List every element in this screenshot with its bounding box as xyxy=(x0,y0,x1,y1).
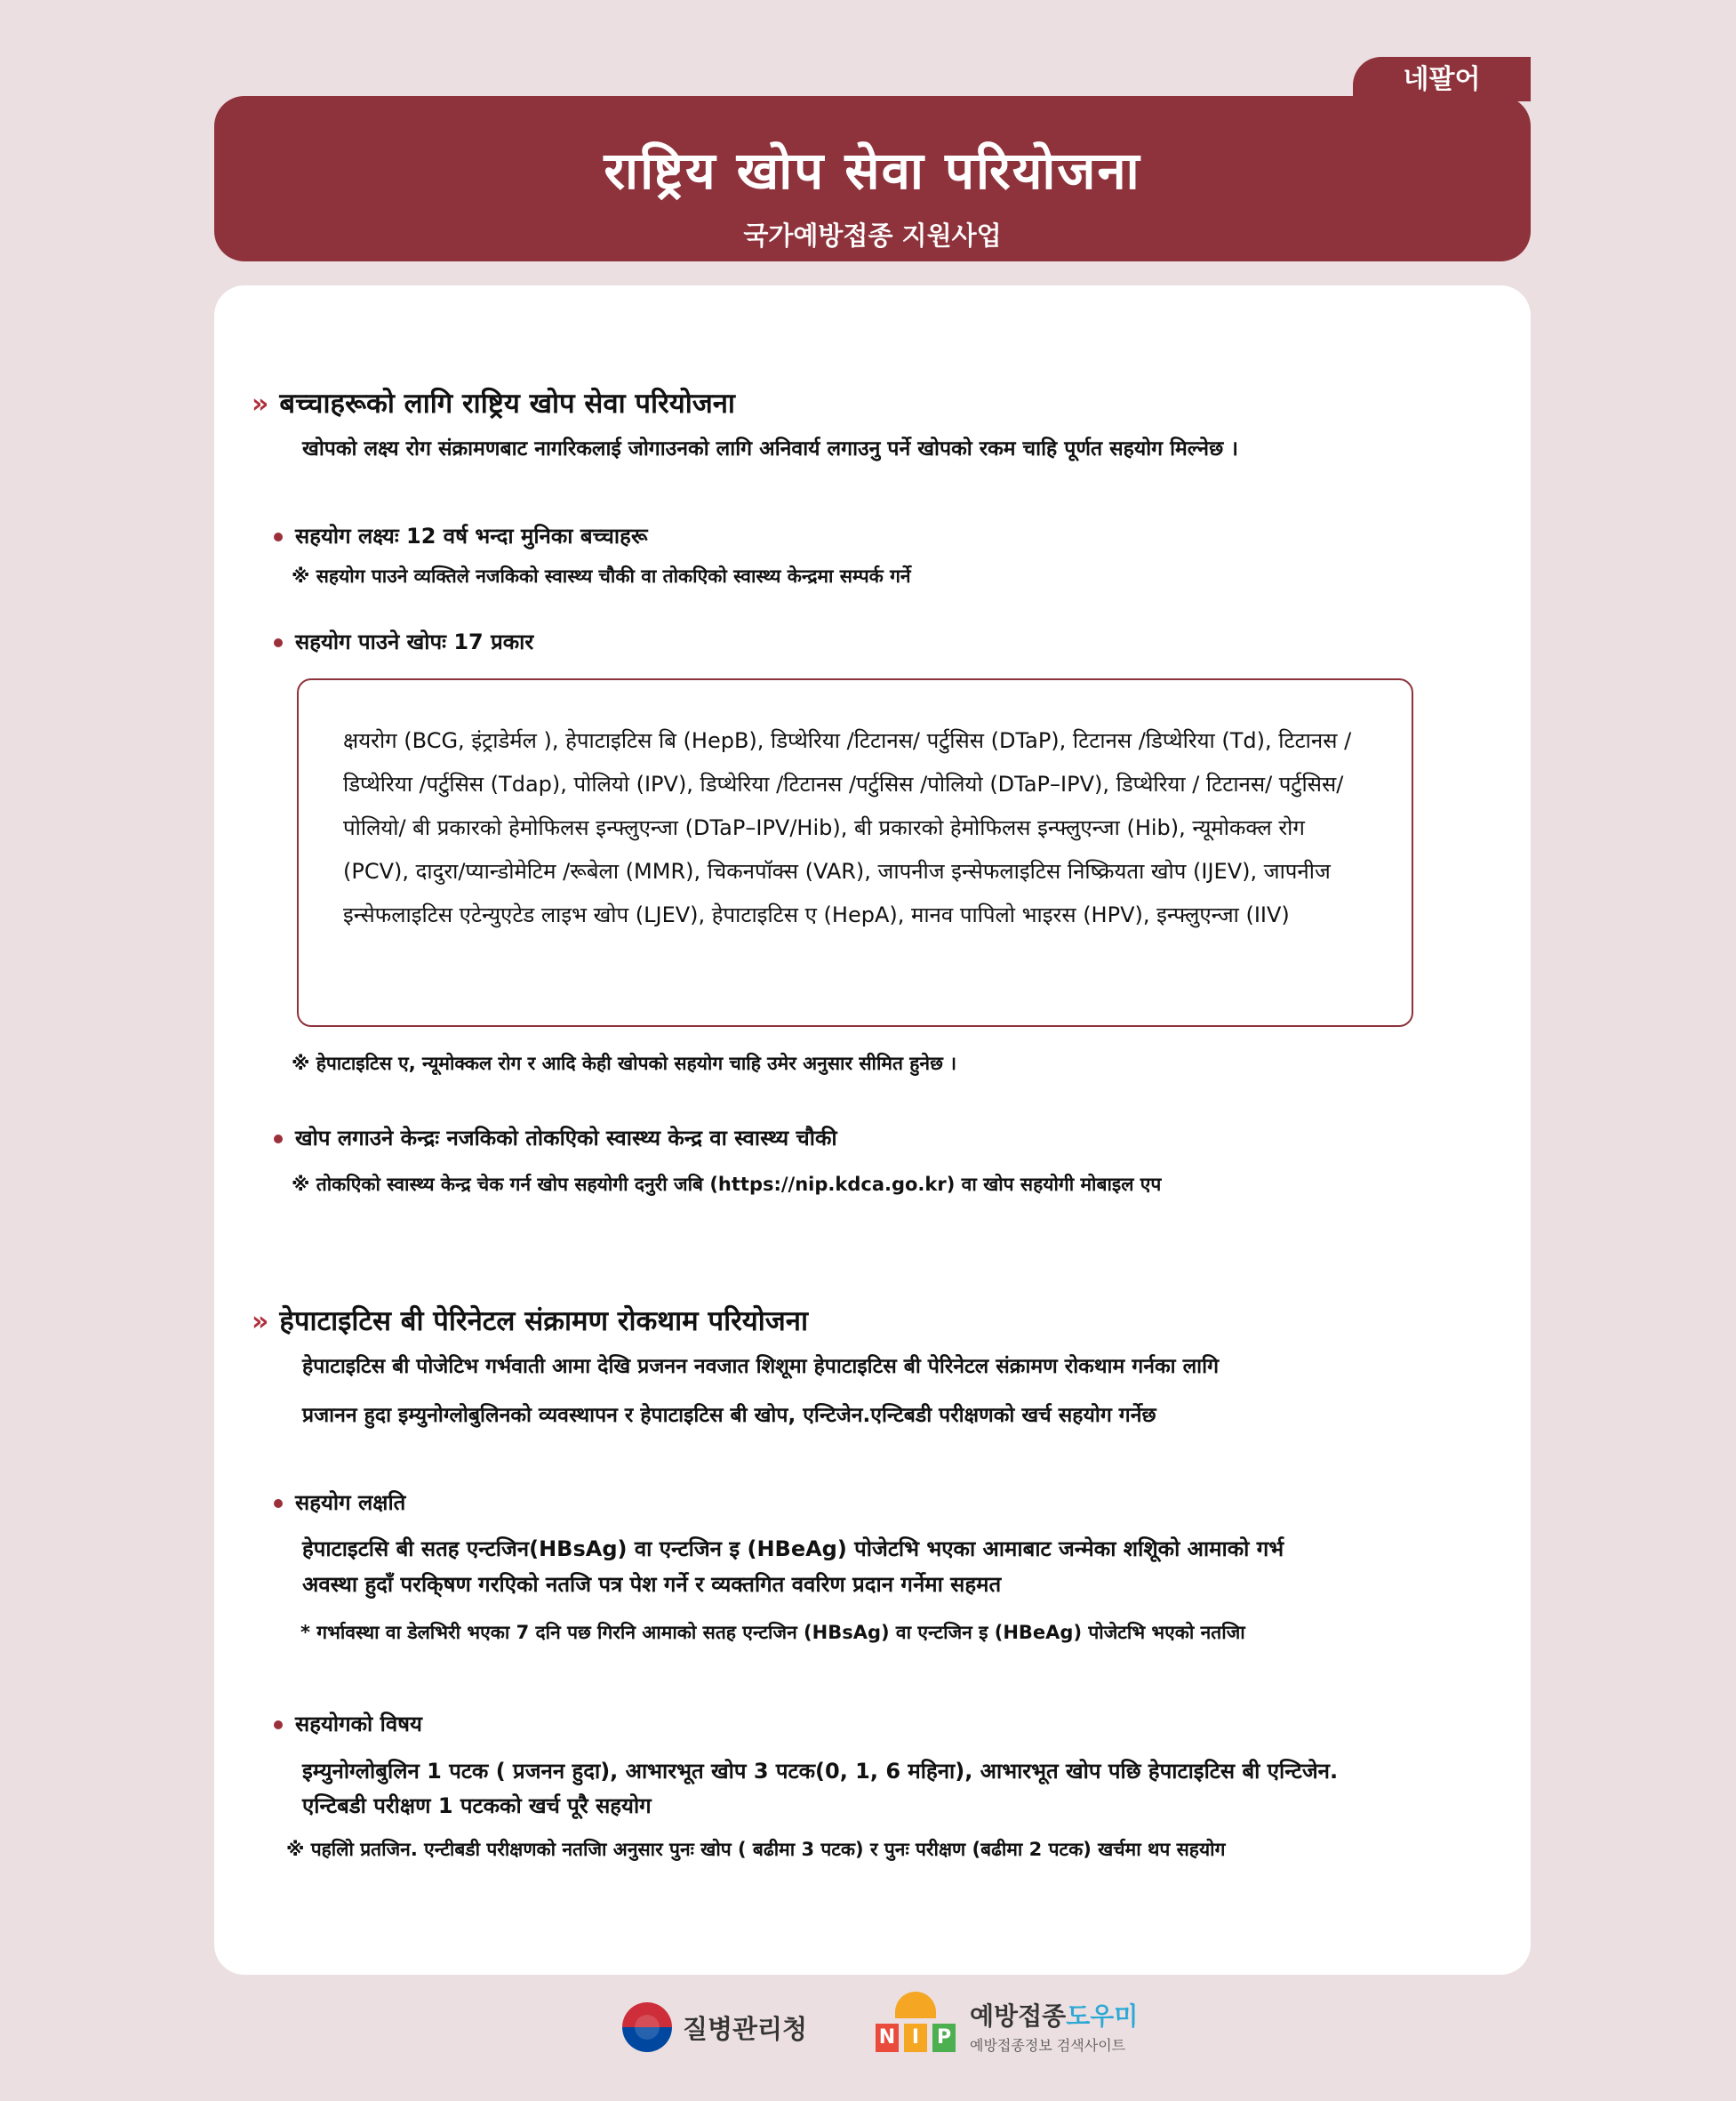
kdca-logo xyxy=(622,1999,807,2056)
double-chevron-icon: » xyxy=(252,1306,264,1337)
nip-letters xyxy=(876,2024,956,2052)
bullet-dot-icon xyxy=(274,1720,283,1729)
section1-target-bullet xyxy=(274,521,647,550)
bullet-dot-icon xyxy=(274,1499,283,1508)
page-subtitle: 국가예방접종 지원사업 xyxy=(743,221,1002,251)
language-tab: 네팔어 xyxy=(1353,57,1531,101)
section1-heading xyxy=(252,384,735,421)
nip-letter-n: N xyxy=(876,2024,899,2052)
section2-heading-text: हेपाटाइटिस बी पेरिनेटल संक्रामण रोकथाम परियोजना xyxy=(279,1305,809,1337)
section2-heading xyxy=(252,1302,808,1339)
section2-target-note: * गर्भावस्था वा डेलभिरी भएका 7 दनि पछ गिरनि आमाको सतह एन्टजिन (HBsAg) वा एन्टजिन इ (HBeAg) पोजेटभि भएको नतजिा xyxy=(300,1622,1245,1643)
section1-target-note: ※ सहयोग पाउने व्यक्तिले नजकिको स्वास्थ्य चौकी वा तोकएिको स्वास्थ्य केन्द्रमा सम्पर्क गर्ने xyxy=(292,565,911,587)
section2-target-line2: अवस्था हुदाँ परकि्षण गरएिको नतजि पत्र पेश गर्ने र व्यक्तगित ववरिण प्रदान गर्नेमा सहमत xyxy=(302,1572,1002,1597)
section2-subject-note: ※ पहलिो प्रतजिन. एन्टीबडी परीक्षणको नतजिा अनुसार पुनः खोप ( बढीमा 3 पटक) र पुनः परीक्षण (बढीमा 2 पटक) खर्चमा थप सहयोग xyxy=(286,1839,1226,1860)
sun-shape xyxy=(895,1992,936,2018)
section2-intro-line2: प्रजानन हुदा इम्युनोग्लोबुलिनको व्यवस्थापन र हेपाटाइटिस बी खोप, एन्टिजेन.एन्टिबडी परीक्षणको खर्च सहयोग गर्नेछ xyxy=(302,1404,1156,1427)
bullet-dot-icon xyxy=(274,1135,283,1143)
nip-tagline: 예방접종정보 검색사이트 xyxy=(970,2036,1126,2054)
section1-vaccine-note: ※ हेपाटाइटिस ए, न्यूमोक्कल रोग र आदि केही खोपको सहयोग चाहि उमेर अनुसार सीमित हुनेछ । xyxy=(292,1053,957,1074)
vaccine-list-box xyxy=(297,678,1413,1027)
section2-target-bullet xyxy=(274,1488,405,1517)
nip-brand-accent: 도우미 xyxy=(1066,2001,1139,2031)
section2-subject-line1: इम्युनोग्लोबुलिन 1 पटक ( प्रजनन हुदा), आभारभूत खोप 3 पटक(0, 1, 6 महिना), आभारभूत खोप पछि हेपाटाइटिस बी एन्टिजेन. xyxy=(302,1759,1339,1784)
nip-brand xyxy=(970,1997,1138,2033)
section1-vaccine-bullet xyxy=(274,627,533,656)
taeguk-emblem-icon xyxy=(622,2002,672,2052)
section1-intro: खोपको लक्ष्य रोग संक्रामणबाट नागरिकलाई जोगाउनको लागि अनिवार्य लगाउनु पर्ने खोपको रकम चाहि पूर्णत सहयोग मिल्नेछ । xyxy=(302,437,1238,461)
section2-subject-line2: एन्टिबडी परीक्षण 1 पटकको खर्च पूरै सहयोग xyxy=(302,1793,652,1818)
nip-logo xyxy=(876,1990,1138,2061)
kdca-label: 질병관리청 xyxy=(683,2013,808,2044)
bullet-dot-icon xyxy=(274,638,283,647)
section1-target-text: सहयोग लक्ष्यः 12 वर्ष भन्दा मुनिका बच्चाहरू xyxy=(295,524,648,549)
section1-center-text: खोप लगाउने केन्द्रः नजकिको तोकएिको स्वास्थ्य केन्द्र वा स्वास्थ्य चौकी xyxy=(295,1126,837,1151)
nip-sun-icon xyxy=(876,1992,956,2059)
header-banner xyxy=(214,96,1531,261)
section1-vaccine-text: सहयोग पाउने खोपः 17 प्रकार xyxy=(295,629,534,654)
section1-center-bullet xyxy=(274,1123,837,1152)
nip-text xyxy=(970,1997,1138,2055)
section2-subject-bullet xyxy=(274,1709,422,1738)
section1-center-note: ※ तोकएिको स्वास्थ्य केन्द्र चेक गर्न खोप सहयोगी दनुरी जबि (https://nip.kdca.go.kr) वा खोप सहयोगी मोबाइल एप xyxy=(292,1174,1162,1195)
bullet-dot-icon xyxy=(274,533,283,541)
nip-brand-main: 예방접종 xyxy=(970,2001,1067,2031)
section2-target-line1: हेपाटाइटसि बी सतह एन्टजिन(HBsAg) वा एन्टजिन इ (HBeAg) पोजेटभि भएका आमाबाट जन्मेका शशिूको आमाको गर्भ xyxy=(302,1536,1284,1561)
nip-letter-p: P xyxy=(932,2024,956,2052)
double-chevron-icon: » xyxy=(252,389,264,420)
section2-intro-line1: हेपाटाइटिस बी पोजेटिभ गर्भवाती आमा देखि प्रजनन नवजात शिशूमा हेपाटाइटिस बी पेरिनेटल संक्रामण रोकथाम गर्नका लागि xyxy=(302,1355,1220,1378)
page-title: राष्ट्रिय खोप सेवा परियोजना xyxy=(604,140,1141,201)
section2-target-text: सहयोग लक्षति xyxy=(295,1490,406,1515)
section2-subject-text: सहयोगको विषय xyxy=(295,1712,422,1736)
section1-heading-text: बच्चाहरूको लागि राष्ट्रिय खोप सेवा परियोजना xyxy=(279,388,735,420)
nip-letter-i: I xyxy=(904,2024,927,2052)
vaccine-list-text: क्षयरोग (BCG, इंट्राडेर्मल ), हेपाटाइटिस बि (HepB), डिप्थेरिया /टिटानस/ पर्टुसिस (DTaP), टिटानस /डिप्थेरिया (Td), टिटानस /डिप्थेरिया /पर्टुसिस (Tdap), पोलियो (IPV), डिप्थेरिया /टिटानस /पर्टुसिस /पोलियो (DTaP–IPV), डिप्थेरिया / टिटानस/ पर्टुसिस/ पोलियो/ बी प्रकारको हेमोफिलस इन्फ्लुएन्जा (DTaP–IPV/Hib), बी प्रकारको हेमोफिलस इन्फ्लुएन्जा (Hib), न्यूमोकक्ल रोग (PCV), दादुरा/प्यान्डोमेटिम /रूबेला (MMR), चिकनपॉक्स (VAR), जापनीज इन्सेफलाइटिस निष्क्रियता खोप (IJEV), जापनीज इन्सेफलाइटिस एटेन्युएटेड लाइभ खोप (LJEV), हेपाटाइटिस ए (HepA), मानव पापिलो भाइरस (HPV), इन्फ्लुएन्जा (IIV) xyxy=(343,728,1352,927)
